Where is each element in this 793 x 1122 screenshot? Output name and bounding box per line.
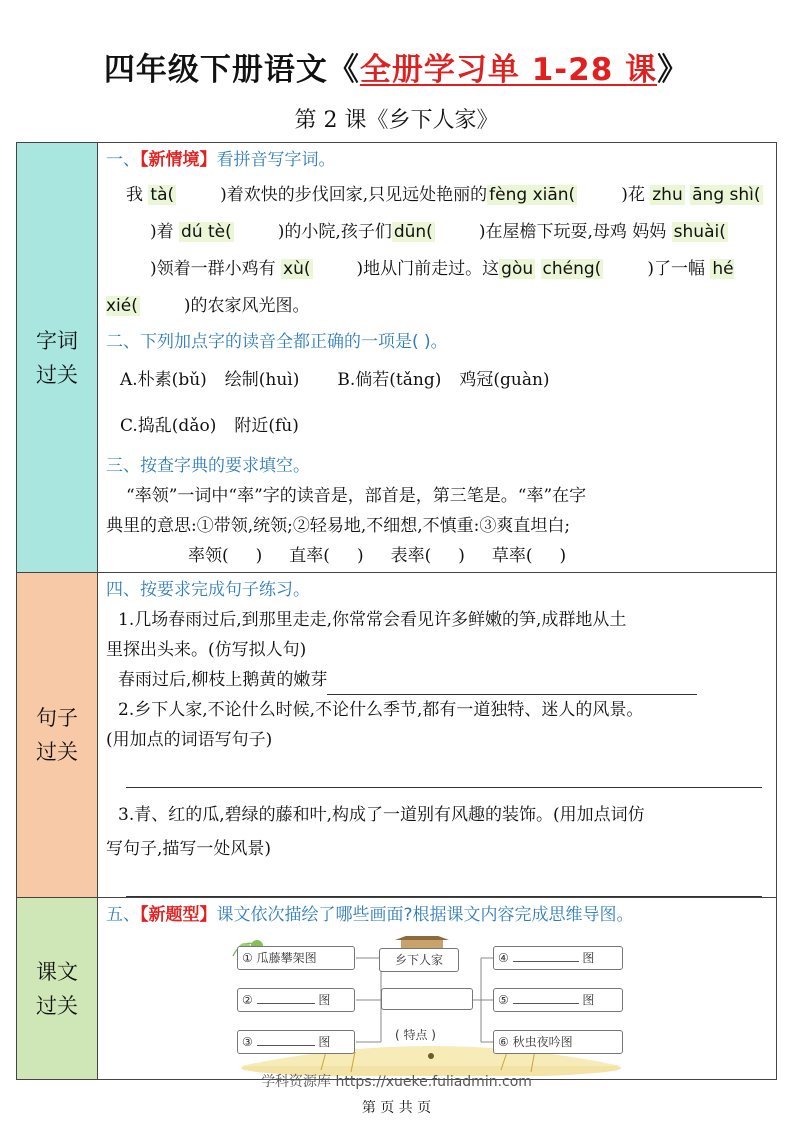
node-num: ② <box>242 993 253 1007</box>
section-words-content <box>98 143 777 573</box>
q1-num: 一、 <box>106 150 140 170</box>
q4-item2-req: (用加点的词语写句子) <box>106 730 273 750</box>
q1-text: )在屋檐下玩耍,母鸡 <box>478 222 627 242</box>
q5-num: 五、 <box>106 905 140 925</box>
node-suffix: 图 <box>318 993 331 1007</box>
section-sentences-content <box>98 573 777 898</box>
q4-item1-answer <box>106 665 768 695</box>
mind-map-node-6: ⑥ 秋虫夜吟图 <box>493 1030 623 1054</box>
q1-instruction: 看拼音写字词。 <box>216 150 336 170</box>
q2-option: 鸡冠(guàn) <box>459 370 550 390</box>
q3-line1: “率领”一词中“率”字的读音是，部首是，第三笔是。“率”在字 <box>126 486 587 506</box>
mind-map-node-3[interactable] <box>237 1030 355 1054</box>
node-suffix: 图 <box>582 993 595 1007</box>
node-num: ④ <box>498 951 509 965</box>
q1-passage <box>106 177 768 325</box>
q4-item1-req: 里探出头来。(仿写拟人句) <box>106 640 307 660</box>
mind-map-trait-box[interactable] <box>381 988 473 1010</box>
q4-heading: 四、按要求完成句子练习。 <box>106 580 310 600</box>
q4-item1-prompt: 春雨过后,柳枝上鹅黄的嫩芽 <box>118 670 328 690</box>
q1-text: )花 <box>621 185 645 205</box>
q1-pinyin: dūn( <box>393 222 433 242</box>
q2-option: 附近(fù) <box>234 416 299 436</box>
q1-pinyin: gòu <box>501 259 534 279</box>
q1-text: )着欢快的步伐回家,只见远处艳丽的 <box>220 185 488 205</box>
mind-map-node-4[interactable] <box>493 946 623 970</box>
q1-text: 我 <box>126 185 143 205</box>
q1-text: 妈妈 <box>632 222 667 242</box>
node-suffix: 图 <box>582 951 595 965</box>
q1-heading <box>106 145 768 175</box>
footer-page: 第 页 共 页 <box>361 1100 432 1116</box>
mind-map-trait-label: ( 特点 ) <box>395 1028 436 1042</box>
q1-text: )的小院,孩子们 <box>277 222 392 242</box>
section-label-text <box>17 898 98 1080</box>
page-title <box>0 44 793 89</box>
section-label-sentences-text: 句子过关 <box>36 706 78 764</box>
q5-instruction: 课文依次描绘了哪些画面?根据课文内容完成思维导图。 <box>216 905 634 925</box>
q1-pinyin: tà( <box>150 185 175 205</box>
q4-item1: 1.几场春雨过后,到那里走走,你常常会看见许多鲜嫩的笋,成群地从土 <box>118 610 627 630</box>
q2-option: A.朴素(bǔ) <box>120 370 207 390</box>
answer-line[interactable] <box>126 872 762 897</box>
q1-text: )了一幅 <box>647 259 705 279</box>
q2-heading: 二、下列加点字的读音全都正确的一项是( )。 <box>106 332 448 352</box>
q1-pinyin: xù( <box>283 259 311 279</box>
mind-map-node-5[interactable] <box>493 988 623 1012</box>
q4-item3: 3.青、红的瓜,碧绿的藤和叶,构成了一道别有风趣的装饰。(用加点词仿 <box>118 805 645 825</box>
q4-item3-req: 写句子,描写一处风景) <box>106 839 272 859</box>
q1-text: )的农家风光图。 <box>183 296 310 316</box>
mind-map-node-2[interactable] <box>237 988 355 1012</box>
q5-heading <box>106 900 768 930</box>
q3-line3: 率领( ) 直率( ) 表率( ) 草率( ) <box>188 546 567 566</box>
q1-text: )着 <box>150 222 174 242</box>
node-num: ⑤ <box>498 993 509 1007</box>
q1-pinyin: chéng( <box>542 259 602 279</box>
q4-item2: 2.乡下人家,不论什么时候,不论什么季节,都有一道独特、迷人的风景。 <box>118 700 644 720</box>
section-label-sentences <box>17 573 98 898</box>
q1-text: )领着一群小鸡有 <box>150 259 276 279</box>
section-text-content <box>98 898 777 1080</box>
q1-pinyin: hé xié( <box>106 259 734 316</box>
title-suffix: 》 <box>657 52 690 88</box>
q2-options <box>106 357 768 449</box>
q2-options-row1 <box>120 357 768 403</box>
q1-tag: 【新情境】 <box>140 150 217 170</box>
q1-pinyin: zhu <box>652 185 683 205</box>
q2-option: C.捣乱(dǎo) <box>120 416 217 436</box>
q5-tag: 【新题型】 <box>140 905 217 925</box>
title-highlight: 全册学习单 1-28 课 <box>359 52 658 88</box>
q1-text: )地从门前走过。这 <box>356 259 500 279</box>
q1-pinyin: fèng xiān( <box>489 185 576 205</box>
q2-options-row2 <box>120 403 768 449</box>
lesson-subtitle: 第 2 课《乡下人家》 <box>294 108 499 133</box>
node-num: ③ <box>242 1035 253 1049</box>
q1-pinyin: āng shì( <box>692 185 761 205</box>
q2-option: B.倘若(tǎng) <box>337 370 442 390</box>
node-suffix: 图 <box>318 1035 331 1049</box>
mind-map <box>231 936 631 1076</box>
section-label-text-text: 课文过关 <box>36 959 78 1018</box>
worksheet-table <box>16 142 777 1080</box>
answer-line[interactable] <box>327 674 697 695</box>
q2-option: 绘制(huì) <box>224 370 300 390</box>
q1-pinyin: shuài( <box>673 222 726 242</box>
mind-map-center: 乡下人家 <box>379 948 459 972</box>
mind-map-node-1: ① 瓜藤攀架图 <box>237 946 355 970</box>
q1-pinyin: dú tè( <box>181 222 232 242</box>
q3-heading: 三、按查字典的要求填空。 <box>106 456 310 476</box>
q3-line2: 典里的意思:①带领,统领;②轻易地,不细想,不慎重:③爽直坦白; <box>106 516 571 536</box>
footer-source: 学科资源库 https://xueke.fuliadmin.com <box>261 1074 532 1090</box>
section-label-words <box>17 143 98 573</box>
answer-line[interactable] <box>126 763 762 788</box>
title-prefix: 四年级下册语文《 <box>103 52 360 88</box>
section-label-words-text: 字词过关 <box>36 328 78 387</box>
